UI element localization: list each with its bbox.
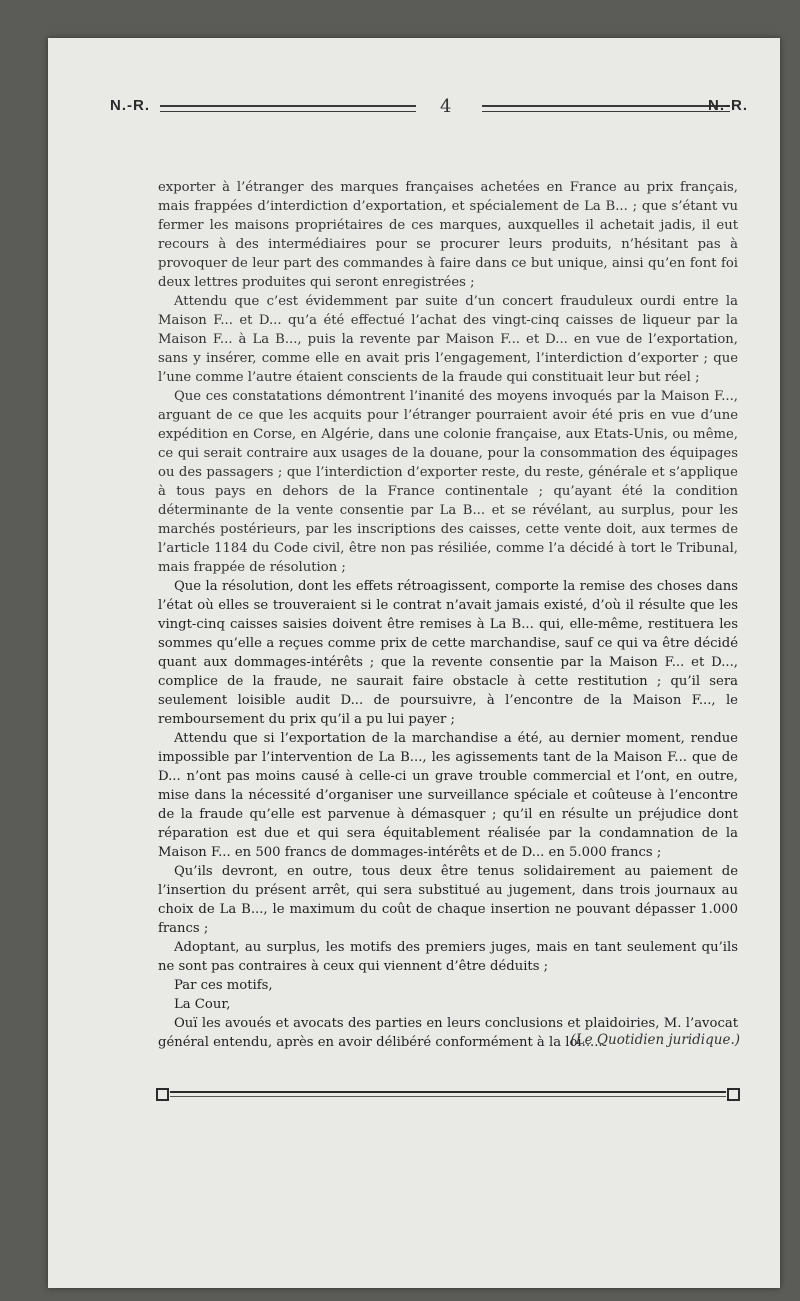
paragraph: Par ces motifs,	[174, 978, 273, 993]
header-right-title: N.-R.	[708, 97, 748, 114]
paragraph: Qu’ils devront, en outre, tous deux être tenus solidairement au paiement de l’insertion du présent arrêt, qui sera substitué au jugement, dans trois journaux au choix de La B..., le maximum du coût de chaque insertion ne pouvant dépasser 1.000 francs ;	[158, 864, 738, 936]
footer-square-right	[727, 1088, 740, 1101]
paragraph: Attendu que si l’exportation de la marchandise a été, au dernier moment, rendue impossible par l’intervention de La B..., les agissements tant de la Maison F... que de D... n’ont pas moins causé à celle-ci un grave trouble commercial et l’ont, en outre, mise dans la nécessité d’organiser une surveillance spéciale et coûteuse à l’encontre de la fraude qu’elle est parvenue à démasquer ; qu’il en résulte un préjudice dont réparation est due et qui sera équitablement réalisée par la condamnation de la Maison F... en 500 francs de dommages-intérêts et de D... en 5.000 francs ;	[158, 731, 738, 860]
paragraph: La Cour,	[174, 997, 231, 1012]
footer-ornament	[156, 1088, 740, 1102]
header-rule-left	[160, 105, 416, 112]
page-header	[110, 97, 748, 127]
article-body	[158, 178, 738, 1052]
paragraph: Que la résolution, dont les effets rétroagissent, comporte la remise des choses dans l’état où elles se trouveraient si le contrat n’avait jamais existé, d’où il résulte que les vingt-cinq caisses saisies doivent être remises à La B... qui, elle-même, restituera les sommes qu’elle a reçues comme prix de cette marchandise, sauf ce qui va être décidé quant aux dommages-intérêts ; que la revente consentie par la Maison F... et D..., complice de la fraude, ne saurait faire obstacle à cette restitution ; qu’il sera seulement loisible audit D... de poursuivre, à l’encontre de la Maison F..., le remboursement du prix qu’il a pu lui payer ;	[158, 579, 738, 727]
header-left-title: N.-R.	[110, 97, 150, 114]
paragraph: Attendu que c’est évidemment par suite d’un concert frauduleux ourdi entre la Maison F... et D... qu’a été effectué l’achat des vingt-cinq caisses de liqueur par la Maison F... à La B..., puis la revente par Maison F... et D... en vue de l’exportation, sans y insérer, comme elle en avait pris l’engagement, l’interdiction d’exporter ; que l’une comme l’autre étaient conscients de la fraude qui constituait leur but réel ;	[158, 294, 738, 385]
footer-rule	[170, 1091, 726, 1097]
paragraph: Ouï les avoués et avocats des parties en leurs conclusions et plaidoiries, M. l’avocat général entendu, après en avoir délibéré conformément à la loi.....	[158, 1016, 738, 1050]
source-citation: (Le Quotidien juridique.)	[570, 1032, 740, 1048]
footer-square-left	[156, 1088, 169, 1101]
paragraph: Que ces constatations démontrent l’inanité des moyens invoqués par la Maison F..., arguant de ce que les acquits pour l’étranger pourraient avoir été pris en vue d’une expédition en Corse, en Algérie, dans une colonie française, aux Etats-Unis, ou même, ce qui serait contraire aux usages de la douane, pour la consommation des équipages ou des passagers ; que l’interdiction d’exporter reste, du reste, générale et s’applique à tous pays en dehors de la France continentale ; qu’ayant été la condition déterminante de la vente consentie par La B... et se révélant, au surplus, pour les marchés postérieurs, par les inscriptions des caisses, cette vente doit, aux termes de l’article 1184 du Code civil, être non pas résiliée, comme l’a décidé à tort le Tribunal, mais frappée de résolution ;	[158, 389, 738, 575]
paragraph: exporter à l’étranger des marques françaises achetées en France au prix français, mais frappées d’interdiction d’exportation, et spécialement de La B... ; que s’étant vu fermer les maisons propriétaires de ces marques, auxquelles il achetait jadis, il eut recours à des intermédiaires pour se procurer leurs produits, n’hésitant pas à provoquer de leur part des commandes à faire dans ce but unique, ainsi qu’en font foi deux lettres produites qui seront enregistrées ;	[158, 180, 738, 290]
page-number: 4	[440, 96, 452, 117]
header-rule-right	[482, 105, 730, 112]
paragraph: Adoptant, au surplus, les motifs des premiers juges, mais en tant seulement qu’ils ne sont pas contraires à ceux qui viennent d’être déduits ;	[158, 940, 738, 974]
